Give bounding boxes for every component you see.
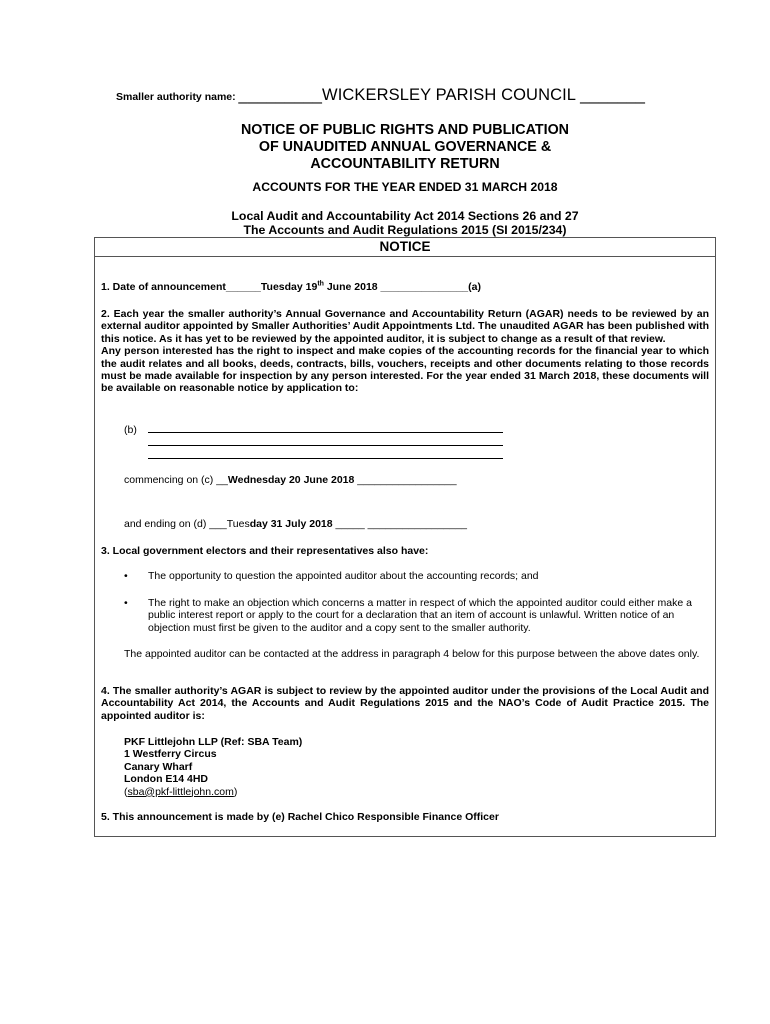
paragraph-1-announcement-date xyxy=(101,281,481,293)
paragraph-4: 4. The smaller authority’s AGAR is subject to review by the appointed auditor under the provisions of the Local Audit and Accountability Act 2014, the Accounts and Audit Regulations 2015 and the NAO’s Code of Audit Practice 2015. The appointed auditor is: xyxy=(101,685,709,722)
authority-name-line xyxy=(116,86,676,105)
notice-box xyxy=(94,237,716,837)
paragraph-2-review: 2. Each year the smaller authority’s Annual Governance and Accountability Return (AGAR) needs to be reviewed by an external auditor appointed by Smaller Authorities’ Audit Appointments Ltd. The unaudited AGAR has been published with this notice. As it has yet to be reviewed by the appointed auditor, it is subject to change as a result of that review. xyxy=(101,308,709,345)
ending-date xyxy=(124,518,467,530)
auditor-email-link[interactable]: sba@pkf-littlejohn.com xyxy=(127,785,234,798)
address-line-4: London E14 4HD xyxy=(124,773,209,786)
title-line-1: NOTICE OF PUBLIC RIGHTS AND PUBLICATION xyxy=(240,122,570,138)
ending-value: day 31 July 2018 xyxy=(249,518,333,530)
commencing-date xyxy=(124,474,457,486)
blank-line-b2 xyxy=(148,445,503,446)
announcement-date-prefix: 1. Date of announcement______Tuesday 19 xyxy=(101,281,318,293)
authority-name-label: Smaller authority name: xyxy=(116,91,239,103)
commencing-suffix: _________________ xyxy=(354,474,457,486)
address-line-3: Canary Wharf xyxy=(124,760,193,773)
email-open-paren: ( xyxy=(124,785,128,798)
title-line-2: OF UNAUDITED ANNUAL GOVERNANCE & xyxy=(258,139,552,155)
notice-title xyxy=(95,122,715,173)
blank-line-b1 xyxy=(148,432,503,433)
paragraph-3: 3. Local government electors and their representatives also have: xyxy=(101,545,429,557)
address-line-1: PKF Littlejohn LLP (Ref: SBA Team) xyxy=(124,736,303,748)
auditor-address xyxy=(124,736,302,798)
authority-name-value: _________WICKERSLEY PARISH COUNCIL _______ xyxy=(238,86,646,104)
legislation-heading xyxy=(95,209,715,237)
ending-prefix: and ending on (d) ___Tues xyxy=(124,518,250,530)
paragraph-2-inspection: Any person interested has the right to inspect and make copies of the accounting records for the financial year to which the audit relates and all books, deeds, contracts, bills, vouchers, receipts and other documents relating to those records must be made available for inspection by any person interested. For the year ended 31 March 2018, these documents will be available on reasonable notice by application to: xyxy=(101,345,709,395)
act-reference: Local Audit and Accountability Act 2014 Sections 26 and 27 xyxy=(231,209,579,223)
paragraph-5-announcer: 5. This announcement is made by (e) Rachel Chico Responsible Finance Officer xyxy=(101,811,499,823)
address-line-2: 1 Westferry Circus xyxy=(124,748,217,761)
notice-heading: NOTICE xyxy=(95,238,715,257)
bullet-dot-icon: • xyxy=(124,570,128,582)
announcement-date-suffix-sup: th xyxy=(317,280,324,288)
accounts-year-heading: ACCOUNTS FOR THE YEAR ENDED 31 MARCH 2018 xyxy=(252,180,558,194)
auditor-email-line xyxy=(124,786,302,798)
bullet-dot-icon: • xyxy=(124,597,128,609)
commencing-value: Wednesday 20 June 2018 xyxy=(227,474,355,486)
b-label: (b) xyxy=(124,424,137,436)
title-line-3: ACCOUNTABILITY RETURN xyxy=(310,156,500,172)
ending-suffix: _____ _________________ xyxy=(332,518,467,530)
auditor-contact-paragraph: The appointed auditor can be contacted at the address in paragraph 4 below for this purpose between the above dates only. xyxy=(124,648,700,660)
application-contact-b xyxy=(124,424,137,436)
blank-line-b3 xyxy=(148,458,503,459)
announcement-date-rest: June 2018 _______________(a) xyxy=(323,281,481,293)
paragraph-2 xyxy=(101,308,709,395)
regulations-reference: The Accounts and Audit Regulations 2015 (SI 2015/234) xyxy=(243,223,567,237)
email-close-paren: ) xyxy=(233,785,238,798)
commencing-prefix: commencing on (c) __ xyxy=(124,474,228,486)
bullet-1-text: The opportunity to question the appointed auditor about the accounting records; and xyxy=(148,570,539,582)
bullet-2-text: The right to make an objection which concerns a matter in respect of which the appointed auditor could either make a public interest report or apply to the court for a declaration that an item of account is unlawful. Written notice of an objection must first be given to the auditor and a copy sent to the smaller authority. xyxy=(148,597,692,634)
